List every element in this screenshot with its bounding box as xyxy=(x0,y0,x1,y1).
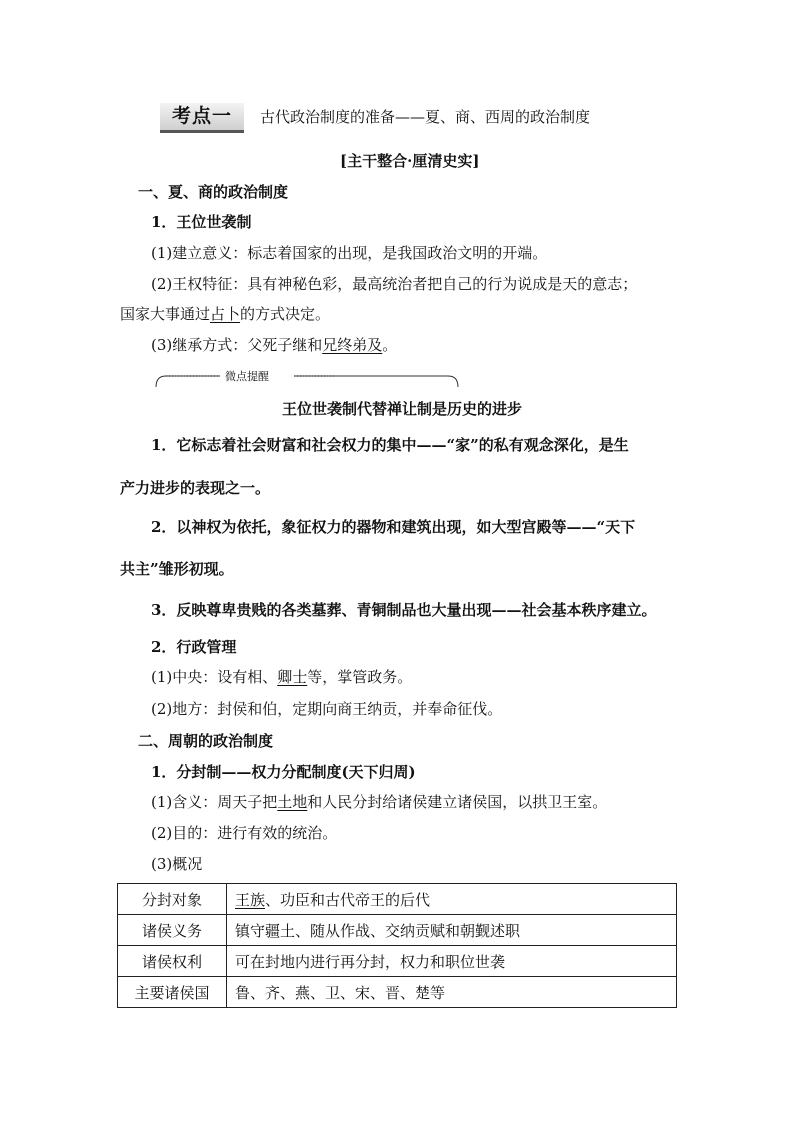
sub2-item1: (1)中央：设有相、卿士等，掌管政务。 xyxy=(151,668,413,686)
part2-sub1-heading: 1．分封制——权力分配制度(天下归周) xyxy=(151,763,416,781)
sub1-item3: (3)继承方式：父死子继和兄终弟及。 xyxy=(151,336,398,354)
table-value: 王族、功臣和古代帝王的后代 xyxy=(227,884,677,915)
table-value: 镇守疆土、随从作战、交纳贡赋和朝觐述职 xyxy=(227,915,677,946)
tip-p3: 3．反映尊卑贵贱的各类墓葬、青铜制品也大量出现——社会基本秩序建立。 xyxy=(151,601,657,619)
tip-frame xyxy=(154,372,460,388)
table-value: 可在封地内进行再分封，权力和职位世袭 xyxy=(227,946,677,977)
underlined-term: 王族 xyxy=(235,890,266,909)
sub1-item2-line1: (2)王权特征：具有神秘色彩，最高统治者把自己的行为说成是天的意志； xyxy=(151,275,638,293)
table-key: 分封对象 xyxy=(118,884,227,915)
tip-title: 王位世袭制代替禅让制是历史的进步 xyxy=(282,400,523,418)
underlined-term: 土地 xyxy=(277,793,308,811)
table-key: 主要诸侯国 xyxy=(118,977,227,1008)
part2-item2: (2)目的：进行有效的统治。 xyxy=(151,824,338,842)
part1-heading: 一、夏、商的政治制度 xyxy=(138,183,289,201)
underlined-term: 占卜 xyxy=(210,305,241,323)
topic-badge: 考点一 xyxy=(160,103,244,133)
tip-p1-line1: 1．它标志着社会财富和社会权力的集中——“家”的私有观念深化，是生 xyxy=(151,436,629,454)
table-row xyxy=(118,946,677,977)
tip-p1-line2: 产力进步的表现之一。 xyxy=(120,479,271,497)
table-value: 鲁、齐、燕、卫、宋、晋、楚等 xyxy=(227,977,677,1008)
tip-p2-line2: 共主”雏形初现。 xyxy=(120,560,234,578)
tip-label: 微点提醒 xyxy=(222,368,272,384)
tip-p2-line1: 2．以神权为依托，象征权力的器物和建筑出现，如大型宫殿等——“天下 xyxy=(151,518,636,536)
table-row xyxy=(118,915,677,946)
underlined-term: 卿士 xyxy=(277,668,308,686)
part2-item3: (3)概况 xyxy=(151,855,203,873)
table-key: 诸侯义务 xyxy=(118,915,227,946)
table-row xyxy=(118,884,677,915)
sub1-item1: (1)建立意义：标志着国家的出现，是我国政治文明的开端。 xyxy=(151,244,548,262)
table-key: 诸侯权利 xyxy=(118,946,227,977)
sub2-heading: 2．行政管理 xyxy=(151,638,237,656)
sub1-item2-line2: 国家大事通过占卜的方式决定。 xyxy=(120,305,331,323)
overview-table xyxy=(117,883,677,1008)
sub2-item2: (2)地方：封侯和伯，定期向商王纳贡，并奉命征伐。 xyxy=(151,700,503,718)
part2-heading: 二、周朝的政治制度 xyxy=(138,732,274,750)
topic-title: 古代政治制度的准备——夏、商、西周的政治制度 xyxy=(260,108,591,126)
part2-item1: (1)含义：周天子把土地和人民分封给诸侯建立诸侯国，以拱卫王室。 xyxy=(151,793,608,811)
sub1-heading: 1．王位世袭制 xyxy=(151,213,252,231)
section-banner: [主干整合·厘清史实] xyxy=(340,152,480,170)
underlined-term: 兄终弟及 xyxy=(322,336,383,354)
table-row xyxy=(118,977,677,1008)
